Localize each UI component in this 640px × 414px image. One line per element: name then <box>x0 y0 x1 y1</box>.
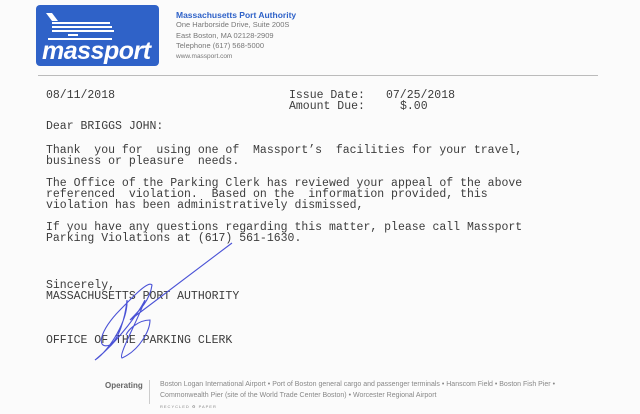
operating-label: Operating <box>105 381 143 390</box>
amount-due-label: Amount Due: <box>289 100 365 113</box>
paragraph1-line2: business or pleasure needs. <box>46 155 240 168</box>
issue-date: 07/25/2018 <box>386 89 456 102</box>
salutation: Dear BRIGGS JOHN: <box>46 120 164 133</box>
facilities-line1: Boston Logan International Airport • Port of Boston general cargo and passenger terminals • Hanscom Field • Boston Fish Pier • <box>160 381 556 388</box>
issue-date-label: Issue Date: <box>289 89 365 102</box>
logo-wordmark: massport <box>42 37 151 65</box>
letter-date: 08/11/2018 <box>46 89 116 102</box>
org-name: Massachusetts Port Authority <box>176 10 297 20</box>
address-line1: One Harborside Drive, Suite 200S <box>176 20 290 29</box>
paragraph3-line1: If you have any questions regarding this matter, please call Massport <box>46 221 523 234</box>
paragraph2-line2: referenced violation. Based on the information provided, this <box>46 188 488 201</box>
website: www.massport.com <box>176 52 233 60</box>
signatory-office: OFFICE OF THE PARKING CLERK <box>46 334 233 347</box>
paragraph2-line3: violation has been administratively dismissed, <box>46 199 364 212</box>
signatory-org: MASSACHUSETTS PORT AUTHORITY <box>46 290 240 303</box>
telephone: Telephone (617) 568-5000 <box>176 41 264 50</box>
paragraph1-line1: Thank you for using one of Massport’s facilities for your travel, <box>46 144 523 157</box>
facilities-line2: Commonwealth Pier (site of the World Trade Center Boston) • Worcester Regional Airport <box>160 392 437 399</box>
address-line2: East Boston, MA 02128-2909 <box>176 30 274 40</box>
closing: Sincerely, <box>46 279 116 292</box>
recycled-paper-mark: RECYCLED ♻ PAPER <box>160 404 217 409</box>
footer-divider <box>149 380 150 404</box>
amount-due: $.00 <box>400 100 428 113</box>
paragraph2-line1: The Office of the Parking Clerk has reviewed your appeal of the above <box>46 177 523 190</box>
paragraph3-line2: Parking Violations at (617) 561-1630. <box>46 232 302 245</box>
